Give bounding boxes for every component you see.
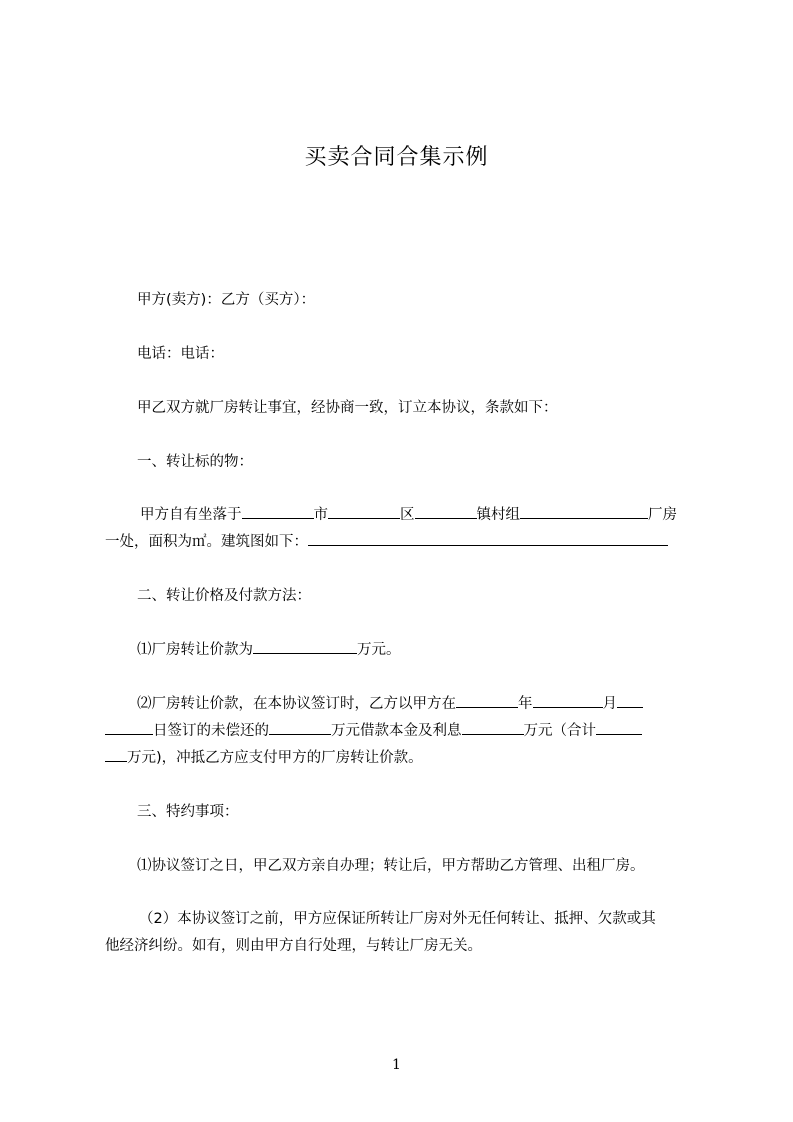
section3-heading: 三、特约事项： xyxy=(137,804,239,820)
blank-field xyxy=(269,719,331,735)
parties-line: 甲方(卖方)：乙方（买方）： xyxy=(137,292,316,308)
section1-line1: 甲方自有坐落于 市 区 镇村组 厂房 xyxy=(105,501,735,530)
blank-field xyxy=(105,746,127,762)
blank-field xyxy=(520,503,648,519)
blank-field xyxy=(253,638,357,654)
section2-item2-line1: ⑵厂房转让价款，在本协议签订时，乙方以甲方在 年 月 xyxy=(105,690,732,719)
section2-item2-line3: 万元)，冲抵乙方应支付甲方的厂房转让价款。 xyxy=(105,744,700,773)
blank-field xyxy=(105,719,153,735)
section3-item2-line1: （2）本协议签订之前，甲方应保证所转让厂房对外无任何转让、抵押、欠款或其 xyxy=(139,911,656,927)
page-number: 1 xyxy=(392,1057,401,1073)
blank-field xyxy=(462,719,524,735)
blank-field xyxy=(308,530,668,546)
intro-paragraph: 甲乙双方就厂房转让事宜，经协商一致，订立本协议，条款如下： xyxy=(137,400,558,416)
blank-field xyxy=(617,692,643,708)
section1-line2: 一处，面积为㎡。建筑图如下： xyxy=(105,528,700,557)
blank-field xyxy=(533,692,603,708)
section1-heading: 一、转让标的物： xyxy=(137,454,253,470)
blank-field xyxy=(596,719,642,735)
blank-field xyxy=(415,503,477,519)
blank-field xyxy=(242,503,314,519)
section3-item2-line2: 他经济纠纷。如有，则由甲方自行处理，与转让厂房无关。 xyxy=(105,938,482,954)
section3-item1: ⑴协议签订之日，甲乙双方亲自办理；转让后，甲方帮助乙方管理、出租厂房。 xyxy=(137,858,645,874)
blank-field xyxy=(328,503,400,519)
phones-line: 电话：电话： xyxy=(137,346,224,362)
section2-heading: 二、转让价格及付款方法： xyxy=(137,588,311,604)
section2-item1: ⑴厂房转让价款为 万元。 xyxy=(105,636,732,665)
blank-field xyxy=(456,692,518,708)
section2-item2-line2: 日签订的未偿还的 万元借款本金及利息 万元（合计 xyxy=(105,717,700,746)
document-title: 买卖合同合集示例 xyxy=(304,145,489,170)
